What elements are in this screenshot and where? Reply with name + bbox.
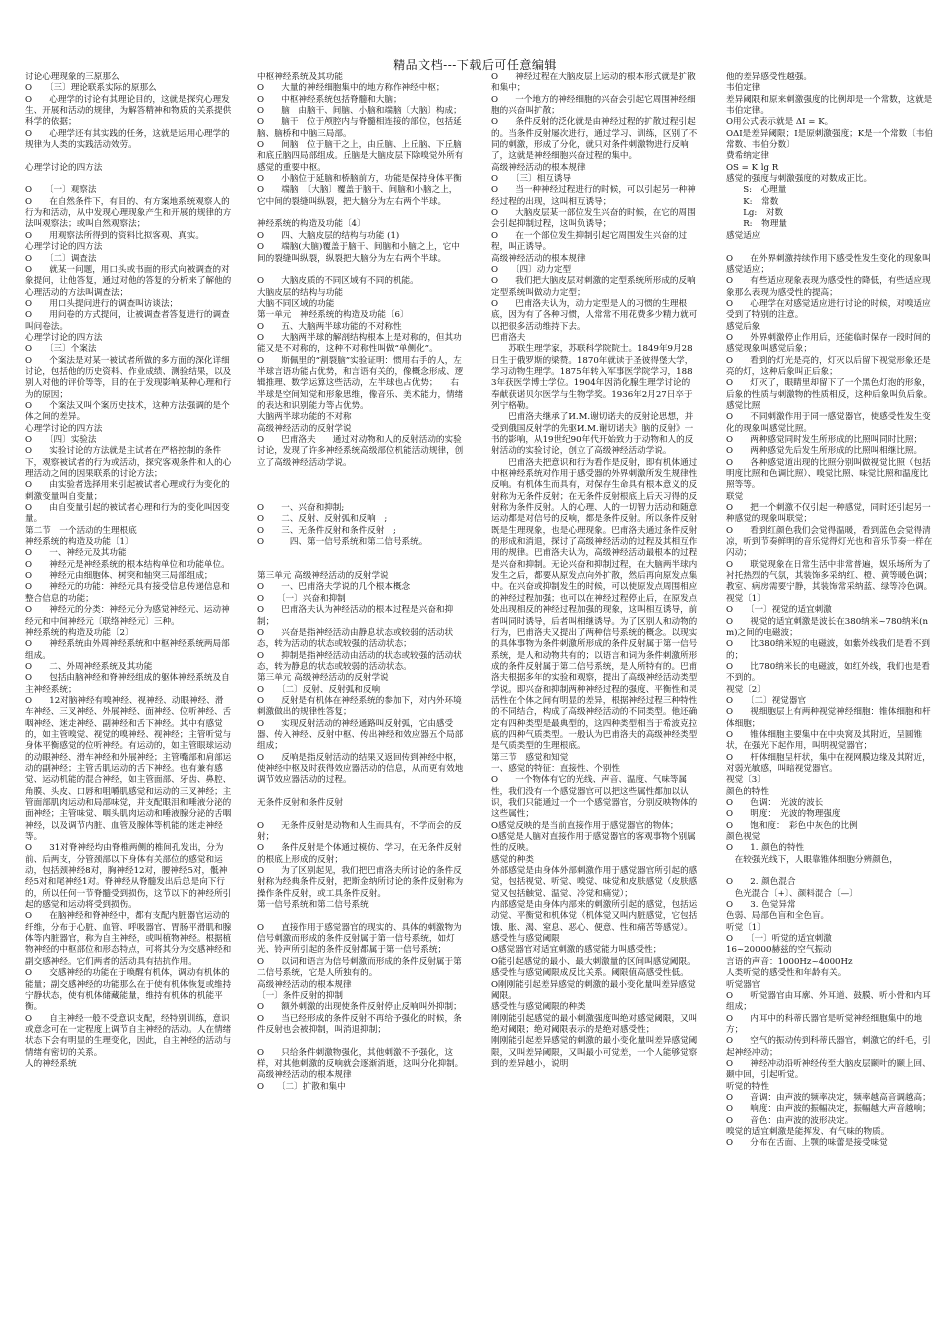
text-line: 人的神经系统: [25, 1058, 77, 1069]
text-line: O 灯灭了，眼睛里却留下了一个黑色灯泡的形象，后象的性质与刺激物的性质相反，这种后象叫负后象。: [726, 378, 933, 400]
text-line: 巴甫洛夫: [491, 332, 526, 343]
text-line: 心理学讨论的四方法: [25, 423, 103, 434]
text-line: O 12对脑神经有嗅神经、视神经、动眼神经、滑车神经、三叉神经、外展神经、面神经、位听神经、舌咽神经、迷走神经、副神经和舌下神经。其中有感觉的，如主管嗅觉、视觉的嗅神经、视神经；主管听觉与身体平衡感觉的位听神经。有运动的，如主管眼球运动的动眼神经、滑车神经和外展神经；主管嘴部和肩部运动的副神经；主管舌肌运动的舌下神经。也有兼有感觉、运动机能的混合神经，如主管面部、牙齿、鼻腔、角膜、头皮、口唇和咀嚼肌感觉和运动的三叉神经；主管面部肌肉运动和局部味觉，并支配眼泪和唾液分泌的面神经；主管味觉、咽头肌肉运动和唾液腺分泌的舌咽神经，以及调节内脏、血管及腺体等机能的迷走神经等。: [25, 695, 232, 843]
text-line: O 包括由脑神经和脊神经组成的躯体神经系统及自主神经系统；: [25, 673, 230, 695]
text-line: O 看到的灯光是亮的，灯灭以后留下视觉形象还是亮的灯，这种后象叫正后象；: [726, 355, 931, 377]
text-line: O 神经冲动沿听神经传至大脑皮层颞叶的颞上回、颞中回，引起听觉。: [726, 1058, 931, 1081]
text-column-1: [25, 72, 232, 1334]
text-line: O 响度：由声波的振幅决定，振幅越大声音越响；: [726, 1104, 931, 1115]
text-line: O 色调： 光波的波长: [726, 798, 824, 808]
text-line: O 就某一问题，用口头或书面的形式向被调查的对象提问，让他答复，通过对他的答复的分析来了解他的心理活动的方法叫调查法；: [25, 264, 232, 298]
text-line: O 端脑(大脑)覆盖于脑干、间脑和小脑之上，它中间的裂缝叫纵裂，纵裂把大脑分为左右两个半球。: [257, 242, 460, 264]
text-line: O刚刚能引起差异感觉的刺激的最小变化量叫差异感觉阈限。: [491, 979, 696, 1001]
text-column-4: [726, 72, 933, 1334]
text-line: O能引起感觉的最小、最大刺激量的区间叫感觉阈限。: [491, 956, 696, 967]
text-line: O 〔一〕观察法: [25, 185, 97, 196]
text-line: 外部感觉是由身体外部刺激作用于感觉器官所引起的感觉，包括视觉、听觉、嗅觉、味觉和皮肤感觉（皮肤感觉又包括触觉、温觉、冷觉和痛觉）；: [491, 866, 698, 899]
text-line: O 内耳中的科蒂氏器官是听觉神经细胞集中的地方；: [726, 1013, 923, 1035]
text-line: 第三单元 高级神经活动的反射学说: [257, 673, 389, 684]
text-line: [726, 242, 933, 253]
text-line: [257, 787, 464, 798]
text-line: 言语的声音：1000Hz~4000Hz: [726, 956, 853, 967]
text-line: O 实现反射活动的神经通路叫反射弧，它由感受器、传入神经、反射中枢、传出神经和效应器五个局部组成；: [257, 718, 464, 752]
text-line: O 巴甫洛夫 通过对动物和人的反射活动的实验讨论，发现了许多神经系统高级部位机能活动规律，创立了高级神经活动学说。: [257, 435, 464, 468]
text-line: O 杆体细胞呈杆状，集中在视网膜边缘及其附近，对弱光敏感，叫暗视觉器官。: [726, 752, 931, 774]
text-line: 差异阈限和原来刺激强度的比例却是一个常数，这就是韦伯定律。: [726, 94, 933, 117]
text-line: O 看到红颜色我们会觉得温暖，看到蓝色会觉得清凉，听到节奏鲜明的音乐觉得灯光也和音乐节奏一样在闪动；: [726, 525, 933, 559]
text-line: 人类听觉的感受性和年龄有关。: [726, 968, 847, 979]
text-line: O 音调：由声波的频率决定，频率越高音调越高；: [726, 1092, 931, 1103]
page-header: 精品文档---下载后可任意编辑: [393, 58, 557, 72]
text-column-3: [491, 72, 698, 1334]
text-line: O 小脑位于延脑和桥脑前方，功能是保持身体平衡: [257, 174, 462, 185]
text-line: O 条件反射的泛化就是由神经过程的扩散过程引起的。当条件反射屡次进行，通过学习、训练，区别了不同的刺激，形成了分化，就只对条件刺激物进行反响了，这就是神经细胞兴奋过程的集中。: [491, 117, 698, 162]
text-line: [257, 469, 464, 480]
text-line: 嗅觉的适宜刺激是能挥发、有气味的物质。: [726, 1126, 890, 1137]
text-line: O 在外界刺激持续作用下感受性发生变化的现象叫感觉适应；: [726, 253, 931, 275]
text-line: O 空气的振动传到科蒂氏器官，刺激它的纤毛，引起神经冲动；: [726, 1036, 931, 1058]
text-line: O 斯佩里的“割裂脑”实验证明：惯用右手的人，左半球言语功能占优势，和言语有关的，像概念形成、逻辑推理、数学运算这些活动，左半球也占优势； 右半球是空间知觉和形象思维，像音乐、美术能力，情绪的表达和识别能力等占优势。: [257, 355, 464, 411]
text-line: 色光混合〔+〕、颜料混合〔—〕: [726, 888, 858, 899]
text-line: 心理学讨论的四方法: [25, 242, 103, 253]
text-line: O 〔三〕相互诱导: [491, 174, 572, 185]
text-line: 感受性与感觉阈限的种类: [491, 1002, 586, 1013]
text-line: 第一单元 神经系统的构造及功能〔6〕: [257, 310, 409, 321]
text-line: O 在脑神经和脊神经中，都有支配内脏器官运动的纤维，分布于心脏、血管、呼吸器官、胃肠平滑肌和腺体等内脏器官，称为自主神经，或叫植物神经。根据植物神经的中枢部位和形态特点，可将其分为交感神经和副交感神经。它们两者的活动具有拮抗作用。: [25, 911, 232, 967]
text-line: 感觉比照: [726, 400, 761, 411]
text-line: [257, 560, 464, 571]
text-line: O 〔一〕视觉的适宜刺激: [726, 605, 832, 616]
text-line: S: 心理量: [726, 185, 787, 196]
text-line: O 心理学还有其实践的任务，这就是运用心理学的规律为人类的实践活动效劳。: [25, 128, 230, 151]
text-line: 色弱、局部色盲和全色盲。: [726, 911, 830, 922]
text-line: O 心理学的讨论有其理论目的，这就是探究心理发生、开展和活动的规律，为解答精神和物质的关系提供科学的依据；: [25, 94, 232, 128]
text-line: 第三单元 高级神经活动的反射学说: [257, 571, 389, 582]
text-line: O 条件反射是个体通过模仿、学习，在无条件反射的根底上形成的反射；: [257, 843, 462, 865]
text-line: O 大量的神经细胞集中的地方称作神经中枢；: [257, 83, 445, 94]
text-line: O 四、第一信号系统和第二信号系统。: [257, 537, 428, 548]
text-line: O 用问卷的方式提问，让被调查者答复进行的调查叫问卷法。: [25, 310, 230, 332]
text-line: O 两种感觉同时发生所形成的比照叫同时比照；: [726, 435, 923, 445]
text-line: O 各种感觉道出现的比照分别叫做视觉比照（包括明度比照和色调比照）、嗅觉比照、味觉比照和温度比照等等。: [726, 457, 931, 491]
text-line: O 实验讨论的方法就是主试者在严格控制的条件下，观察被试者的行为或活动，探究客观条件和人的心理活动之间的因果联系的讨论方法；: [25, 446, 232, 480]
text-line: 联觉: [726, 491, 744, 502]
text-line: 大脑皮层的结构与功能: [257, 287, 343, 298]
text-line: O 〔四〕动力定型: [491, 264, 572, 275]
text-line: O 反响是指反射活动的结果又返回传到神经中枢，使神经中枢及时获得效应器活动的信息，从而更有效地调节效应器活动的过程。: [257, 752, 464, 786]
text-line: 一、感觉的特征：直接性、个别性: [491, 763, 620, 774]
text-line: 他的差异感受性越强。: [726, 72, 812, 82]
text-line: 中枢神经系统及其功能: [257, 72, 343, 82]
text-line: O 在自然条件下，有目的、有方案地系统观察人的行为和活动，从中发现心理现象产生和开展的规律的方法叫观察法；或叫自然观察法；: [25, 196, 232, 230]
text-line: 高级神经活动的根本规律: [491, 253, 586, 264]
text-line: [257, 208, 464, 219]
text-line: O 交感神经的功能在于唤醒有机体，调动有机体的能量；副交感神经的功能那么在于使有机体恢复或维持宁静状态，使有机体储藏能量，维持有机体的机能平衡。: [25, 968, 232, 1013]
text-line: 在较强光线下，人眼靠锥体细胞分辨颜色，: [726, 854, 898, 865]
text-line: O 巴甫洛夫认为神经活动的根本过程是兴奋和抑制；: [257, 605, 454, 627]
text-line: 巴甫洛夫把意识和行为看作是反射，即有机体通过中枢神经系统对作用于感受器的外界刺激所发生规律性反响。有机体生而具有，对保存生命具有根本意义的反射称为无条件反射；在无条件反射根底上后天习得的反射称为条件反射。人的心理、人的一切智力活动和随意运动都是对信号的反响，都是条件反射。所以条件反射既是生理现象，也是心理现象。巴甫洛夫通过条件反射的形成和消退，探讨了高级神经活动的过程及其相互作用的规律。巴甫洛夫认为，高级神经活动最根本的过程是兴奋和抑制。无论兴奋和抑制过程，在大脑两半球内发生之后，都要从原发点向外扩散，然后再向原发点集中。在兴奋或抑制发生的时候，可以使原发点周围相应的神经过程加强；也可以在神经过程停止后，在原发点处出现相反的神经过程加强的现象，这叫相互诱导，前者叫同时诱导，后者叫相继诱导。为了区别人和动物的行为，巴甫洛夫又提出了两种信号系统的概念。以现实的具体事物为条件刺激所形成的条件反射属于第一信号系统，是人和动物共有的；以语言和词为条件刺激所形成的条件反射属于第二信号系统，是人所特有的。巴甫洛夫根据多年的实验和观察，提出了高级神经活动类型学说。即兴奋和抑制两种神经过程的强度、平衡性和灵活性在个体之间有明显的差异，根据神经过程三种特性的不同结合，构成了高级神经活动的不同类型。他还确定有四种类型是最典型的，这四种类型相当于希波克拉底的四种气质类型。一般认为巴甫洛夫的高级神经类型是气质类型的生理根底。: [491, 457, 698, 752]
text-line: 感觉后象: [726, 321, 761, 332]
text-line: O 只给条件刺激物强化，其他刺激不予强化，这样，对其他刺激的反响就会逐渐消逝，这叫分化抑制。: [257, 1047, 464, 1069]
text-line: O 直接作用于感觉器官的现实的、具体的刺激物为信号刺激而形成的条件反射属于第一信号系统，如灯光、铃声所引起的条件反射都属于第一信号系统；: [257, 922, 462, 956]
text-line: O 个案法又叫个案历史技术，这种方法强调的是个体之间的差异。: [25, 400, 230, 423]
text-line: O 音色：由声波的波形决定。: [726, 1115, 854, 1126]
text-line: 刚刚能引起差异感觉的刺激的最小变化量叫差异感觉阈限，又叫差异阈限，又叫最小可觉差，一个人能够觉察到的差异越小，说明: [491, 1036, 698, 1069]
text-line: O 用观察法所得到的资料比拟客观、真实。: [25, 230, 204, 241]
text-line: O 反射是有机体在神经系统的参加下，对内外环境刺激做出的规律性答复；: [257, 695, 462, 718]
text-line: O 由实验者选择用来引起被试者心理或行为变化的刺激变量叫自变量；: [25, 480, 230, 502]
text-line: O感觉是人脑对直接作用于感觉器官的客观事物个别属性的反映。: [491, 832, 696, 854]
text-line: 第二节 一个活动的生理根底: [25, 525, 137, 536]
text-line: O 二、外周神经系统及其功能: [25, 661, 153, 672]
text-line: O 分布在舌面、上颚的味蕾是接受味觉: [726, 1138, 888, 1149]
text-line: O 在一个部位发生抑制引起它周围发生兴奋的过程，叫正诱导。: [491, 230, 688, 253]
text-line: 无条件反射和条件反射: [257, 798, 343, 808]
text-line: O 比380纳米短的电磁波，如紫外线我们是看不到的；: [726, 639, 930, 661]
text-line: 第三节 感觉和知觉: [491, 752, 569, 763]
text-line: O 大脑两半球的解剖结构根本上是对称的，但其功能又是不对称的，这种不对称性叫做“单侧化”。: [257, 332, 462, 355]
text-line: 讨论心理现象的三原那么: [25, 72, 120, 82]
text-line: 神经系统的构造及功能〔1〕: [25, 537, 134, 548]
text-line: O 不同刺激作用于同一感觉器官，使感受性发生变化的现象叫感觉比照。: [726, 412, 931, 434]
text-line: 韦伯定律: [726, 83, 761, 94]
text-line: O 大脑皮质的不同区域有不同的机能。: [257, 276, 419, 287]
text-line: O 巴甫洛夫认为，动力定型是人的习惯的生理根底，因为有了各种习惯，人常常不用花费多少精力就可以把很多活动维持下去。: [491, 298, 698, 332]
text-line: 苏联生理学家，苏联科学院院士。1849年9月28日生于俄罗斯的梁赞。1870年就读于圣彼得堡大学，学习动物生理学。1875年转入军事医学院学习，1883年获医学博士学位。1904年因消化腺生理学讨论的奉献获诺贝尔医学与生物学奖。1936年2月27日卒于列宁格勒。: [491, 344, 694, 411]
text-line: [257, 265, 464, 276]
text-line: 视觉〔3〕: [726, 775, 766, 786]
text-line: O 〔二〕调查法: [25, 253, 97, 264]
text-line: [726, 866, 933, 877]
text-line: 感觉适应: [726, 230, 761, 241]
text-line: 第一信号系统和第二信号系统: [257, 900, 369, 911]
text-line: [257, 911, 464, 922]
text-line: 感受性与感觉阈限成反比关系。阈限值高感受性低。: [491, 968, 689, 979]
text-line: O 间脑 位于脑干之上，由丘脑、上丘脑、下丘脑和底丘脑四局部组成。丘脑是大脑皮层下除嗅觉外所有感觉的重要中枢。: [257, 140, 464, 173]
text-line: O 外界刺激停止作用后，还能临时保存一段时间的感觉现象叫感觉后象；: [726, 332, 931, 355]
text-line: 巴甫洛夫继承了И.М.谢切诺夫的反射论思想，并受到俄国反射学的先驱И.М.谢切诺夫》脑的反射》一书的影响，从19世纪90年代开始致力于动物和人的反射活动的实验讨论，创立了高级神经活动学说。: [491, 412, 694, 457]
text-line: O 大脑皮层某一部位发生兴奋的时候，在它的周围会引起抑制过程，这叫负诱导；: [491, 208, 696, 230]
text-line: O 二、反射、反射弧和反响 ;: [257, 514, 388, 525]
text-line: 16~20000赫兹的空气振动: [726, 945, 832, 956]
text-line: 神经系统的构造及功能〔2〕: [25, 627, 134, 638]
text-line: 高级神经活动的根本规律: [257, 1070, 352, 1081]
text-line: [25, 174, 232, 185]
text-line: O 听觉器官由耳廓、外耳道、鼓膜、听小骨和内耳组成；: [726, 990, 931, 1013]
text-line: [257, 809, 464, 820]
text-line: O 神经元由细胞体、树突和轴突三局部组成；: [25, 571, 213, 582]
text-line: O 四、大脑皮层的结构与功能 (1): [257, 230, 400, 241]
text-line: O 1. 颜色的特性: [726, 843, 805, 854]
text-line: O 〔二〕反射、反射弧和反响: [257, 684, 381, 695]
text-line: O 一个地方的神经细胞的兴奋会引起它周围神经细胞的兴奋叫扩散；: [491, 94, 696, 117]
text-line: 感觉的种类: [491, 854, 534, 865]
text-line: 刚刚能引起感觉的最小刺激强度叫绝对感觉阈限，又叫绝对阈限；绝对阈限表示的是绝对感受性；: [491, 1013, 698, 1035]
text-line: 视觉〔1〕: [726, 593, 766, 604]
text-line: O 当已经形成的条件反射不再给予强化的时候，条件反射也会被抑制，叫消退抑制；: [257, 1013, 462, 1035]
text-line: O 神经系统由外周神经系统和中枢神经系统两局部组成。: [25, 639, 230, 661]
text-line: 费希纳定律: [726, 151, 769, 162]
text-line: O 额外刺激的出现使条件反射停止反响叫外抑制；: [257, 1002, 462, 1013]
text-line: O 把一个刺激不仅引起一种感觉，同时还引起另一种感觉的现象叫联觉；: [726, 503, 931, 525]
text-line: [25, 151, 232, 162]
text-line: O 抑制是指神经活动由活动的状态或较强的活动状态，转为静息的状态或较弱的活动状态。: [257, 650, 462, 672]
text-line: [257, 492, 464, 503]
text-line: 感觉的强度与刺激强度的对数成正比。: [726, 174, 873, 185]
text-line: K: 常数: [726, 196, 779, 207]
text-line: O 一、巴甫洛夫学说的几个根本概念: [257, 582, 411, 593]
text-line: O 脑 由脑干、间脑、小脑和端脑〔大脑〕构成；: [257, 106, 462, 117]
text-line: O 我们把大脑皮层对刺激的定型系统所形成的反响定型系统叫做动力定型；: [491, 276, 696, 298]
text-line: O 神经过程在大脑皮层上运动的根本形式就是扩散和集中；: [491, 72, 696, 94]
text-line: O 〔四〕实验法: [25, 435, 97, 445]
text-line: Lg: 对数: [726, 208, 784, 219]
text-line: O 五、大脑两半球功能的不对称性: [257, 321, 402, 332]
text-line: O 心理学在对感觉适应进行讨论的时候，对嗅适应受到了特别的注意。: [726, 298, 931, 321]
text-line: 大脑两半球功能的不对称: [257, 412, 352, 423]
text-line: O 〔一〕兴奋和抑制: [257, 593, 346, 604]
text-line: 颜色的特性: [726, 786, 769, 797]
text-line: O感觉器官对适宜刺激的感觉能力叫感受性；: [491, 945, 662, 956]
text-line: O 脑干 位于颅腔内与脊髓相连接的部位，包括延脑、脑桥和中脑三局部。: [257, 117, 462, 139]
text-line: O 锥体细胞主要集中在中央窝及其附近，呈圆锥状，在强光下起作用，叫明视觉器官；: [726, 729, 923, 752]
text-line: O 视觉的适宜刺激是波长在380纳米~780纳米(nm)之间的电磁波；: [726, 616, 929, 638]
text-line: O 有些适应现象表现为感受性的降低，有些适应现象那么表现为感受性的提高；: [726, 276, 931, 298]
text-line: 高级神经活动的根本规律: [491, 162, 586, 173]
text-line: O 端脑 〔大脑〕覆盖于脑干、间脑和小脑之上，它中间的裂缝叫纵裂，把大脑分为左右两个半球。: [257, 185, 458, 207]
text-line: O 由自变量引起的被试者心理和行为的变化叫因变量。: [25, 503, 230, 525]
text-line: O 神经元是神经系统的根本结构单位和功能单位。: [25, 559, 230, 570]
text-line: 感受性与感觉阈限: [491, 934, 560, 945]
text-line: 心理学讨论的四方法: [25, 162, 103, 173]
text-line: O 无条件反射是动物和人生而具有，不学而会的反射；: [257, 820, 462, 843]
text-line: 内部感觉是由身体内部来的刺激所引起的感觉，包括运动觉、平衡觉和机体觉（机体觉又叫内脏感觉，它包括饿、胀、渴、窒息、恶心、便意、性和痛苦等感觉）。: [491, 900, 698, 933]
text-line: O 自主神经一般不受意识支配，经特别训练，意识或意念可在一定程度上调节自主神经的活动。人在情绪状态下会有明显的生理变化，因此，自主神经的活动与情绪有密切的关系。: [25, 1013, 232, 1058]
text-line: O 比780纳米长的电磁波，如红外线，我们也是看不到的。: [726, 661, 930, 684]
text-line: O 〔二〕视觉器官: [726, 695, 807, 706]
text-line: O 一、兴奋和抑制;: [257, 503, 345, 514]
text-line: 高级神经活动的反射学说: [257, 423, 352, 434]
text-line: R: 物理量: [726, 219, 787, 230]
text-line: 视觉〔2〕: [726, 684, 766, 695]
text-line: O感觉反映的是当前直接作用于感觉器官的物体；: [491, 820, 679, 831]
text-line: O 当一种神经过程进行的时候，可以引起另一种神经过程的出现，这叫相互诱导；: [491, 185, 696, 207]
text-line: 神经系统的构造及功能〔4〕: [257, 219, 366, 230]
text-line: 颜色视觉: [726, 832, 761, 843]
text-line: 听觉〔1〕: [726, 922, 766, 933]
text-line: O 神经元的功能：神经元具有接受信息传递信息和整合信息的功能；: [25, 582, 230, 604]
text-line: O 〔二〕扩散和集中: [257, 1081, 346, 1092]
text-line: O 三、无条件反射和条件反射 ;: [257, 525, 396, 536]
text-line: 高级神经活动的根本规律: [257, 979, 352, 990]
text-line: O 饱和度： 彩色中灰色的比例: [726, 820, 858, 831]
text-line: [257, 548, 464, 559]
text-line: O 用口头提问进行的调查叫访谈法；: [25, 298, 179, 309]
text-line: O 31对脊神经均由脊椎两侧的椎间孔发出，分为前、后两支，分管颈部以下身体有关部位的感觉和运动，包括颈神经8对，胸神经12对，腰神经5对，骶神经5对和尾神经1对。脊神经从脊髓发出后总是向下行的，所以任何一节脊髓受到损伤，这节以下的神经所引起的感觉和运动将受到损伤。: [25, 843, 232, 911]
text-line: 大脑不同区域的功能: [257, 298, 335, 309]
text-line: 〔一〕条件反射的抑制: [257, 990, 343, 1001]
text-line: O 联觉现象在日常生活中非常普遍，娱乐场所为了衬托热烈的气氛，其装饰多采纳红、橙、黄等暖色调；教室、病房需要宁静，其装饰常采纳蓝、绿等冷色调。: [726, 559, 933, 593]
text-line: O 视细胞层上有两种视觉神经细胞：锥体细胞和杆体细胞；: [726, 707, 931, 729]
text-line: [257, 1036, 464, 1047]
text-line: O 一、神经元及其功能: [25, 548, 127, 559]
text-line: O 3. 色觉异常: [726, 900, 796, 911]
text-line: OΔI是差异阈限；I是原刺激强度；K是一个常数〔韦伯常数、韦伯分数〕: [726, 128, 933, 151]
text-line: O 〔三〕理论联系实际的原那么: [25, 83, 157, 94]
text-line: O 个案法是对某一被试者所做的多方面的深化详细讨论，包括他的历史资料、作业成绩、测验结果，以及别人对他的评价等等，目的在于发现影响某种心理和行为的原因；: [25, 355, 232, 400]
text-line: O 为了区别起见，我们把巴甫洛夫所讨论的条件反射称为经典条件反射，把斯金纳所讨论的条件反射称为操作条件反射，或工具条件反射。: [257, 866, 464, 899]
text-line: O 一个物体有它的光线、声音、温度、气味等属性，我们没有一个感觉器官可以把这些属性都加以认识，我们只能通过一个一个感觉器官，分别反映物体的这些属性；: [491, 775, 698, 820]
text-line: O 〔一〕听觉的适宜刺激: [726, 934, 832, 945]
text-line: O 兴奋是指神经活动由静息状态或较弱的活动状态，转为活动的状态或较强的活动状态；: [257, 627, 454, 650]
text-line: O 〔三〕个案法: [25, 344, 97, 355]
text-line: O 明度： 光波的物理强度: [726, 809, 841, 820]
text-line: O 两种感觉先后发生所形成的比照叫相继比照。: [726, 446, 923, 457]
text-line: O 神经元的分类：神经元分为感觉神经元、运动神经元和中间神经元〔联络神经元〕三种。: [25, 605, 230, 627]
text-line: O 中枢神经系统包括脊髓和大脑；: [257, 94, 402, 105]
text-line: 听觉的特性: [726, 1081, 769, 1092]
text-column-2: [257, 72, 464, 1334]
text-line: 听觉器官: [726, 979, 761, 990]
text-line: O 以词和语言为信号刺激而形成的条件反射属于第二信号系统，它是人所独有的。: [257, 956, 462, 979]
text-line: 心理学讨论的四方法: [25, 332, 103, 343]
text-line: O 2. 颜色混合: [726, 877, 796, 888]
text-line: OS = K lg R: [726, 162, 779, 173]
text-line: O用公式表示就是 ΔI = K。: [726, 117, 834, 128]
text-line: [257, 480, 464, 491]
